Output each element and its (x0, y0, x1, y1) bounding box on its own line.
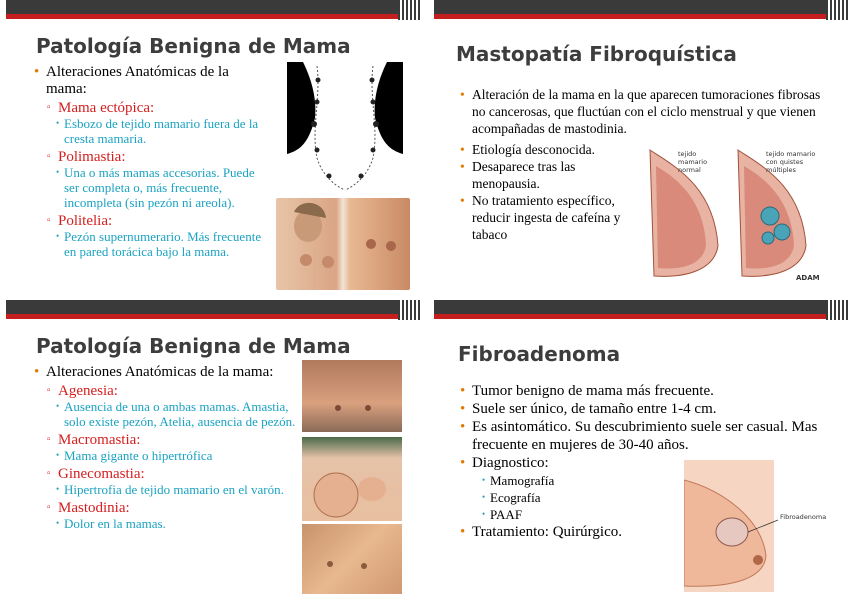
bullet: • Etiología desconocida. (460, 141, 646, 158)
group-item: • Ausencia de una o ambas mamas. Amastia, solo existe pezón, Atelia, ausencia de pezón. (34, 399, 296, 429)
bullet: • Diagnostico: (460, 454, 840, 472)
group-heading: ▫ Ginecomastia: (34, 466, 296, 482)
group-heading: ▫ Mastodinia: (34, 500, 296, 516)
label-normal: tejido mamario normal (678, 150, 708, 174)
slide-fibroadenoma (434, 300, 848, 597)
milk-line-diagram (281, 58, 409, 198)
slide-body-left (460, 141, 646, 243)
group-item: • Hipertrofia de tejido mamario en el varón. (34, 482, 296, 497)
group-item: • Esbozo de tejido mamario fuera de la cresta mamaria. (34, 116, 264, 146)
adam-credit: ADAM (796, 274, 820, 282)
bullet: • Tumor benigno de mama más frecuente. (460, 382, 840, 400)
slide-header-bar (6, 300, 420, 322)
label-cysts: tejido mamario con quistes múltiples (766, 150, 816, 174)
slide-title: Mastopatía Fibroquística (456, 42, 737, 66)
group-item: • Una o más mamas accesorias. Puede ser completa o, más frecuente, incompleta (sin pezón ni areola). (34, 165, 264, 210)
sub-item: • Mamografía (460, 472, 840, 489)
polimastia-photo (276, 198, 410, 290)
slide-header-bar (434, 300, 848, 322)
slide-patologia-benigna-2 (6, 300, 420, 597)
bullet: • Es asintomático. Su descubrimiento suele ser casual. Mas frecuente en mujeres de 30-40 años. (460, 418, 840, 454)
group-heading: ▫ Agenesia: (34, 383, 296, 399)
sub-item: • PAAF (460, 506, 840, 523)
fibroadenoma-illustration (684, 460, 844, 592)
slide-header-bar (6, 0, 420, 22)
bullet: • Alteración de la mama en la que aparecen tumoraciones fibrosas no cancerosas, que fluctúan con el ciclo menstrual y que vienen acompañadas de mastodinia. (460, 86, 832, 137)
agenesia-photo (302, 360, 402, 432)
bullet: • No tratamiento específico, reducir ingesta de cafeína y tabaco (460, 192, 646, 243)
slide-mastopatia (434, 0, 848, 297)
slide-title: Patología Benigna de Mama (36, 34, 351, 58)
macromastia-photo (302, 437, 402, 521)
slide-title: Fibroadenoma (458, 342, 621, 366)
group-heading: ▫ Macromastia: (34, 432, 296, 448)
bullet: • Tratamiento: Quirúrgico. (460, 523, 840, 541)
group-heading: ▫ Polimastia: (34, 149, 264, 165)
fibroadenoma-label: Fibroadenoma (780, 513, 827, 521)
slide-body (34, 364, 296, 531)
group-heading: ▫ Politelia: (34, 213, 264, 229)
slide-body (460, 86, 832, 137)
group-heading: ▫ Mama ectópica: (34, 100, 264, 116)
group-item: • Dolor en la mamas. (34, 516, 296, 531)
bullet-intro: • Alteraciones Anatómicas de la mama: (34, 364, 296, 381)
group-item: • Mama gigante o hipertrófica (34, 448, 296, 463)
bullet: • Suele ser único, de tamaño entre 1-4 cm. (460, 400, 840, 418)
bullet: • Desaparece tras las menopausia. (460, 158, 646, 192)
slide-patologia-benigna-1 (6, 0, 420, 297)
bullet-intro: • Alteraciones Anatómicas de la mama: (34, 64, 264, 98)
group-item: • Pezón supernumerario. Más frecuente en pared torácica bajo la mama. (34, 229, 264, 259)
ginecomastia-photo (302, 524, 402, 594)
slide-body (34, 64, 264, 259)
slide-title: Patología Benigna de Mama (36, 334, 351, 358)
slide-header-bar (434, 0, 848, 22)
sub-item: • Ecografía (460, 489, 840, 506)
